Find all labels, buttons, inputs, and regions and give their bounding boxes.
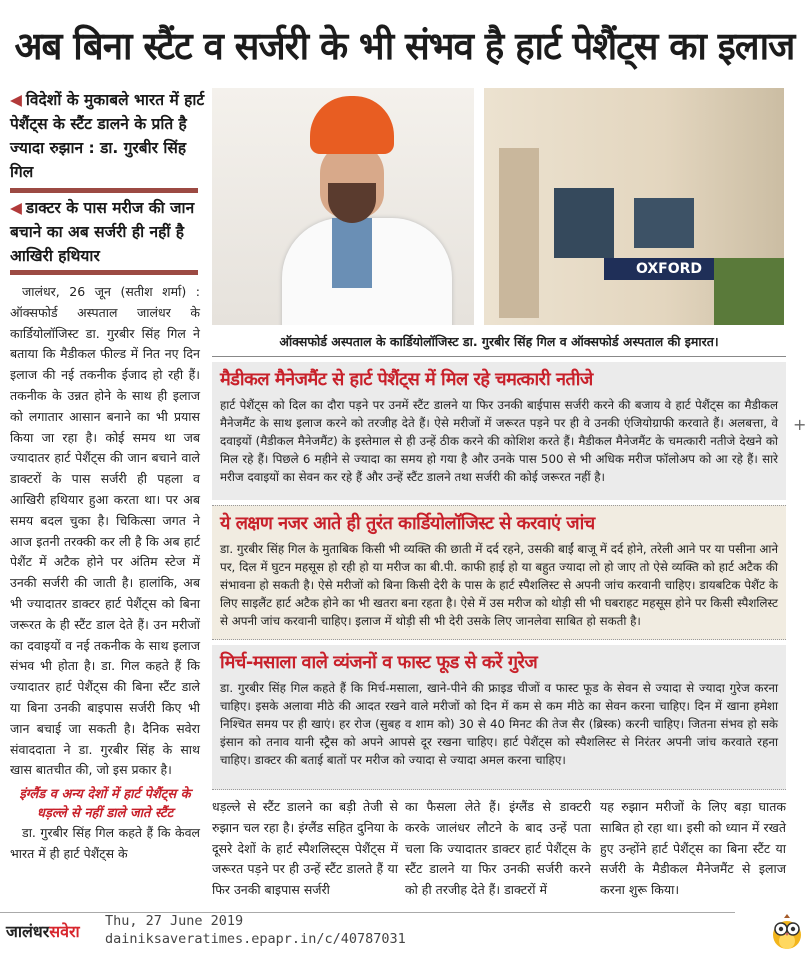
edition-date: Thu, 27 June 2019 — [105, 913, 244, 929]
box-text: हार्ट पेशैंट्स को दिल का दौरा पड़ने पर उनमें स्टैंट डालने या फिर उनकी बाईपास सर्जरी करने की बजाय वे हार्ट पेशैंट्स का मैडीकल मैनेजमैंट के साथ इलाज करने को तरजीह देते हैं। ऐसे मरीजों में जरूरत पड़ने पर ही वे उनकी एंजियोग्राफी करवाते हैं। अलबत्ता, वे दवाइयों (मैडीकल मैनेजमैंट) के इस्तेमाल से ही उन्हें ठीक करने की कोशिश करते हैं। मैडीकल मैनेजमैंट के चमत्कारी नतीजे देखने को मिल रहे हैं। पिछले 6 महीने से ज्यादा का समय हो गया है और उनके पास 500 से भी अधिक मरीज फॉलोअप को आ रहे हैं। सारे मरीज दवाइयों का सेवन कर रहे हैं और उन्हें स्टैंट डालने तथा सर्जरी की कोई जरूरत नहीं है। — [220, 398, 778, 484]
arrow-left-icon: ◀ — [10, 199, 22, 217]
bottom-column-1: धड़ल्ले से स्टैंट डालने का बड़ी तेजी से रुझान चल रहा है। इंग्लैंड सहित दुनिया के दूसरे देशों के हार्ट स्पैशलिस्ट्स पेशैंट्स में जरूरत पड़ने पर ही उन्हें स्टैंट डालते हैं या फिर उनकी बाइपास सर्जरी — [212, 799, 398, 898]
building-sign: OXFORD — [604, 258, 734, 280]
left-column — [10, 282, 200, 865]
photo-caption: ऑक्सफोर्ड अस्पताल के कार्डियोलॉजिस्ट डा. गुरबीर सिंह गिल व ऑक्सफोर्ड अस्पताल की इमारत। — [212, 333, 786, 357]
owl-icon — [770, 912, 804, 950]
highlight-text: डाक्टर के पास मरीज की जान बचाने का अब सर्जरी ही नहीं है आखिरी हथियार — [10, 199, 195, 265]
logo-text-accent: सवेरा — [49, 922, 80, 941]
headline-container — [0, 22, 808, 72]
box-text: डा. गुरबीर सिंह गिल कहते हैं कि मिर्च-मसाला, खाने-पीने की फ्राइड चीजों व फास्ट फूड के सेवन से ज्यादा से ज्यादा गुरेज करना चाहिए। इसके अलावा मीठे की आदत रखने वाले मरीजों को दिन में कम से कम मीठे का सेवन करना चाहिए। दिन में खाना हमेशा निश्चित समय पर ही खाएं। हर रोज (सुबह व शाम को) 30 से 40 मिनट की तेज सैर (ब्रिस्क) करनी चाहिए। जितना संभव हो सके इंसान को तनाव यानी स्ट्रैस को अपने आपसे दूर रखना चाहिए। हार्ट पेशैंट्स को स्पैशलिस्ट से निरंतर अपनी जांच करवाते रहना चाहिए। डाक्टर की बताई बातों पर मरीज को ज्यादा से ज्यादा अमल करना चाहिए। — [220, 681, 778, 767]
box-text: डा. गुरबीर सिंह गिल के मुताबिक किसी भी व्यक्ति की छाती में दर्द रहने, उसकी बाईं बाजू में दर्द होने, तरेली आने पर या पसीना आने पर, दिल में घुटन महसूस हो रही हो या मरीज का बी.पी. काफी हाई हो या बहुत ज्यादा लो हो जाए तो ऐसे व्यक्ति को हार्ट अटैक की संभावना हो सकती है। ऐसे मरीजों को बिना किसी देरी के पास के हार्ट स्पैशलिस्ट से अपनी जांच करवानी चाहिए। डायबटिक पेशैंट के लिए साइलैंट हार्ट अटैक होने का भी खतरा बना रहता है। ऐसे में उस मरीज को थोड़ी सी भी घबराहट महसूस होने पर किसी स्पैशलिस्ट से अपनी जांच करवानी चाहिए। इलाज में थोड़ी सी भी देरी उसके लिए जानलेवा साबित हो सकती है। — [220, 542, 778, 628]
box-diet — [212, 645, 786, 790]
bottom-column-2: का फैसला लेते हैं। इंग्लैंड से डाक्टरी करके जालंधर लौटने के बाद उन्हें पता चला कि ज्यादातर डाक्टर हार्ट पेशैंट्स के स्टैंट डालने या फिर उनकी सर्जरी करने को ही तरजीह देते हैं। डाक्टरों में — [405, 799, 591, 898]
highlight-1 — [10, 88, 205, 184]
arrow-left-icon: ◀ — [10, 91, 22, 109]
bottom-column-3: यह रुझान मरीजों के लिए बड़ा घातक साबित हो रहा था। इसी को ध्यान में रखते हुए उन्होंने हार्ट पेशैंट्स का बिना स्टैंट या सर्जरी के मैडीकल मैनेजमैंट से इलाज करना शुरू किया। — [600, 799, 786, 898]
box-title: ये लक्षण नजर आते ही तुरंत कार्डियोलॉजिस्ट से करवाएं जांच — [220, 513, 595, 534]
box-medical-management — [212, 362, 786, 500]
box-title: मैडीकल मैनेजमैंट से हार्ट पेशैंट्स में मिल रहे चमत्कारी नतीजे — [220, 369, 593, 390]
highlight-text: विदेशों के मुकाबले भारत में हार्ट पेशैंट्स के स्टैंट डालने के प्रति है ज्यादा रुझान : डा. गुरबीर सिंह गिल — [10, 91, 205, 181]
article-text: डा. गुरबीर सिंह गिल कहते हैं कि केवल भारत में ही हार्ट पेशैंट्स के — [10, 825, 200, 861]
box-symptoms — [212, 505, 786, 640]
plus-icon: + — [793, 415, 807, 434]
newspaper-logo — [6, 920, 80, 942]
subheading: इंग्लैंड व अन्य देशों में हार्ट पेशैंट्स के धड़ल्ले से नहीं डाले जाते स्टैंट — [19, 787, 191, 822]
doctor-photo — [212, 88, 474, 325]
divider — [10, 188, 198, 193]
logo-text: जालंधर — [6, 922, 50, 941]
highlight-2 — [10, 196, 205, 268]
box-title: मिर्च-मसाला वाले व्यंजनों व फास्ट फूड से करें गुरेज — [220, 652, 538, 673]
hospital-building-photo — [484, 88, 784, 325]
article-lead: जालंधर, 26 जून (सतीश शर्मा) : ऑक्सफोर्ड अस्पताल जालंधर के कार्डियोलॉजिस्ट डा. गुरबीर सिंह गिल ने बताया कि मैडीकल फील्ड में नित नए दिन इलाज की नई तकनीक ईजाद हो रही हैं। तकनीक के उन्नत होने के साथ ही इलाज को लगातार आसान बनाने का भी प्रयास किया जा रहा है। कोई समय था जब ज्यादातर हार्ट पेशैंट्स की जान बचाने वाले डाक्टरों के पास सर्जरी ही पहला व आखिरी हथियार हुआ करता था। पर अब समय बदल चुका है। चिकित्सा जगत ने आज इतनी तरक्की कर ली है कि अब हार्ट पेशैंट में अटैक होने पर अंतिम स्टेज में उनकी सर्जरी की जाती है। हालांकि, अब भी ज्यादातर डाक्टर हार्ट पेशैंट्स को बिना जरूरत के ही स्टैंट डाल देते हैं। उन मरीजों का दवाइयों व नई तकनीक के साथ इलाज संभव भी होता है। डा. गिल कहते हैं कि ज्यादातर हार्ट पेशैंट्स की बिना स्टैंट डाले या बिना उनकी बाइपास सर्जरी किए भी जान बचाई जा सकती है। दैनिक सवेरा संवाददाता ने डा. गुरबीर सिंह के साथ खास बातचीत की, जो इस प्रकार है। — [10, 284, 200, 778]
divider — [10, 270, 198, 275]
headline: अब बिना स्टैंट व सर्जरी के भी संभव है हार्ट पेशैंट्स का इलाज — [14, 24, 795, 68]
edition-url[interactable]: dainiksaveratimes.epapr.in/c/40787031 — [105, 931, 406, 947]
